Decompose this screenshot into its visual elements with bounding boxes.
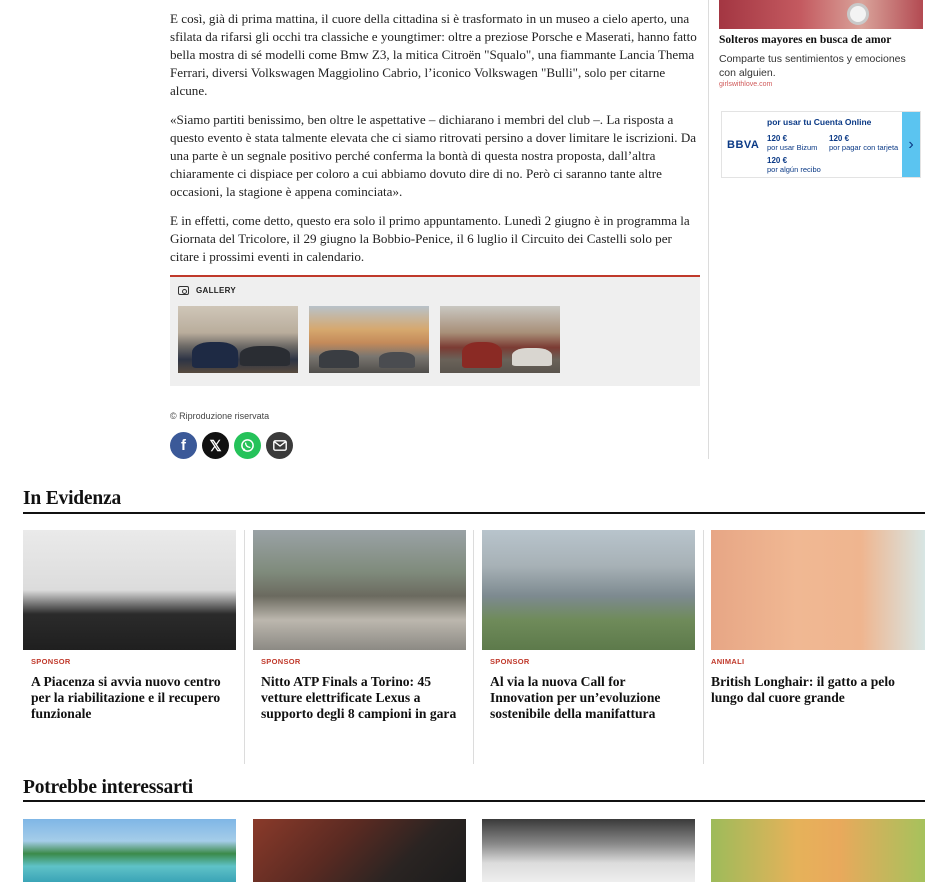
bbva-banner-ad[interactable] xyxy=(721,111,921,178)
potrebbe-interessarti-cards xyxy=(23,819,925,882)
bbva-logo: BBVA xyxy=(727,139,760,151)
ad-source[interactable]: girlswithlove.com xyxy=(719,81,773,88)
gallery xyxy=(170,275,700,386)
ad-image[interactable] xyxy=(719,0,923,29)
ad-offer: 120 € por pagar con tarjeta xyxy=(829,134,899,152)
card-tag: SPONSOR xyxy=(31,657,71,666)
card-title[interactable]: Al via la nuova Call for Innovation per un’evoluzione sostenibile della manifattura xyxy=(490,674,661,721)
x-icon: 𝕏 xyxy=(209,437,222,455)
article-body xyxy=(170,10,700,277)
share-buttons xyxy=(170,432,293,459)
facebook-share-button[interactable] xyxy=(170,432,197,459)
article-paragraph: E in effetti, come detto, questo era solo il primo appuntamento. Lunedì 2 giugno è in programma la Giornata del Tricolore, il 29 giugno la Bobbio-Penice, il 6 luglio il Circuito dei Castelli solo per citare i prossimi eventi in calendario. xyxy=(170,213,690,264)
gallery-thumbnails xyxy=(178,306,560,373)
card-tag: SPONSOR xyxy=(261,657,301,666)
in-evidenza-cards xyxy=(23,530,925,764)
camera-icon xyxy=(178,286,189,295)
article-paragraph: E così, già di prima mattina, il cuore della cittadina si è trasformato in un museo a cielo aperto, una sfilata da rifarsi gli occhi tra classiche e youngtimer: oltre a preziose Porsche e Maserati, hanno fatto bella mostra di sé modelli come Bmw Z3, la mitica Citroën "Squalo", una fiammante Lancia Thema Ferrari, diversi Volkswagen Maggiolino Cabrio, l’iconico Volkswagen "Bulli", solo per citarne alcune. xyxy=(170,11,697,98)
chevron-right-icon[interactable]: › xyxy=(902,112,920,177)
card-image[interactable] xyxy=(482,530,695,650)
card-image[interactable] xyxy=(711,819,925,882)
section-title-in-evidenza: In Evidenza xyxy=(23,488,122,509)
news-card[interactable] xyxy=(23,530,236,764)
ad-title[interactable]: Solteros mayores en busca de amor xyxy=(719,34,892,46)
section-divider xyxy=(23,800,925,802)
card-divider xyxy=(244,530,245,764)
card-tag: SPONSOR xyxy=(490,657,530,666)
card-image[interactable] xyxy=(23,819,236,882)
card-image[interactable] xyxy=(482,819,695,882)
ad-offer: 120 € por algún recibo xyxy=(767,156,821,174)
card-image[interactable] xyxy=(23,530,236,650)
news-card[interactable] xyxy=(482,530,695,764)
gallery-thumbnail[interactable] xyxy=(440,306,560,373)
watch-icon xyxy=(847,3,869,25)
copyright-notice: © Riproduzione riservata xyxy=(170,411,270,421)
whatsapp-icon xyxy=(240,438,255,453)
section-divider xyxy=(23,512,925,514)
whatsapp-share-button[interactable] xyxy=(234,432,261,459)
gallery-thumbnail[interactable] xyxy=(178,306,298,373)
ad-headline: por usar tu Cuenta Online xyxy=(767,117,872,127)
card-tag: ANIMALI xyxy=(711,657,745,666)
email-share-button[interactable] xyxy=(266,432,293,459)
mail-icon xyxy=(273,440,287,451)
section-title-potrebbe-interessarti: Potrebbe interessarti xyxy=(23,777,193,798)
gallery-header xyxy=(178,286,236,295)
card-image[interactable] xyxy=(253,819,466,882)
gallery-label: GALLERY xyxy=(196,286,237,295)
x-share-button[interactable] xyxy=(202,432,229,459)
facebook-icon: f xyxy=(181,437,186,454)
card-title[interactable]: A Piacenza si avvia nuovo centro per la riabilitazione e il recupero funzionale xyxy=(31,674,221,721)
card-title[interactable]: Nitto ATP Finals a Torino: 45 vetture elettrificate Lexus a supporto degli 8 campioni in gara xyxy=(261,674,457,721)
article-paragraph: «Siamo partiti benissimo, ben oltre le aspettative – dichiarano i membri del club –. La risposta a questo evento è stata talmente elevata che ci siamo ritrovati persino a dover limitare le iscrizioni. Da una parte è un segnale positivo perché conferma la bontà di questa nostra proposta, dall’altra chiaramente ci dispiace per coloro a cui abbiamo dovuto dire di no. Però ci saranno tante altre occasioni, la stagione è appena cominciata». xyxy=(170,112,697,199)
card-image[interactable] xyxy=(711,530,925,650)
gallery-thumbnail[interactable] xyxy=(309,306,429,373)
news-card[interactable] xyxy=(711,530,925,764)
card-image[interactable] xyxy=(253,530,466,650)
card-title[interactable]: British Longhair: il gatto a pelo lungo dal cuore grande xyxy=(711,674,895,705)
ad-description[interactable]: Comparte tus sentimientos y emociones con alguien. xyxy=(719,53,906,79)
card-divider xyxy=(703,530,704,764)
column-divider xyxy=(708,0,709,459)
card-divider xyxy=(473,530,474,764)
news-card[interactable] xyxy=(253,530,466,764)
ad-offer: 120 € por usar Bizum xyxy=(767,134,818,152)
